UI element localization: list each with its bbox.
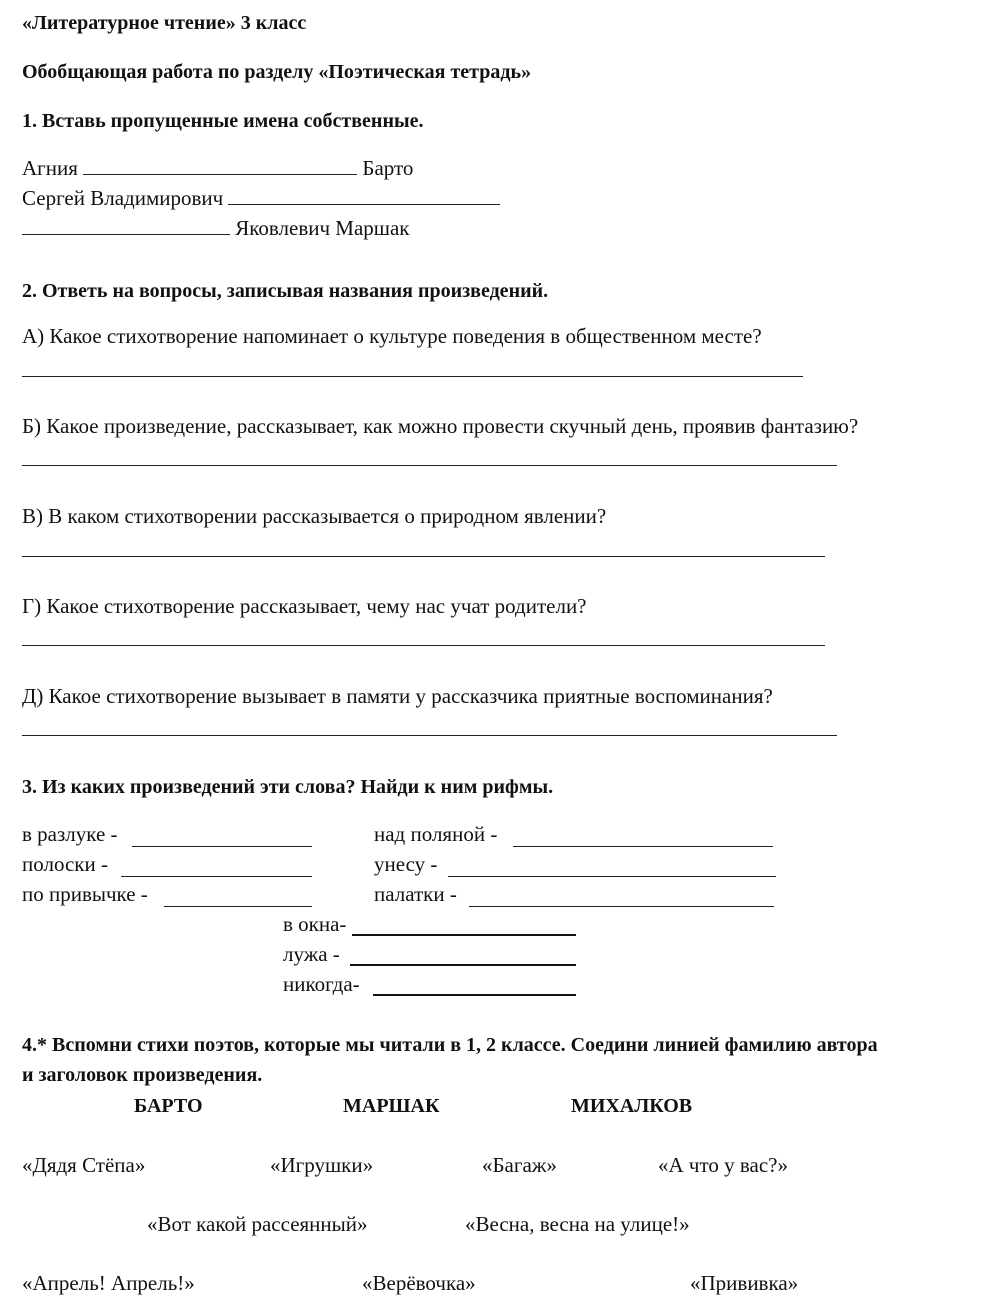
task2-answer-line-b[interactable]: [22, 465, 837, 466]
task2-question-c: В) В каком стихотворении рассказывается о природном явлении?: [22, 504, 607, 528]
work-title[interactable]: «Прививка»: [690, 1271, 799, 1295]
worksheet-title: Обобщающая работа по разделу «Поэтическая тетрадь»: [22, 61, 532, 83]
task3-right-word-1: над поляной -: [374, 822, 498, 846]
subject-heading: «Литературное чтение» 3 класс: [22, 12, 307, 34]
task3-left-word-1: в разлуке -: [22, 822, 118, 846]
task3-center-word-3: никогда-: [283, 972, 360, 996]
task3-center-word-2: лужа -: [283, 942, 340, 966]
task3-center-blank-1[interactable]: [352, 934, 576, 936]
task4-heading-line2: и заголовок произведения.: [22, 1064, 263, 1086]
task3-right-blank-3[interactable]: [469, 906, 774, 907]
task2-question-e: Д) Какое стихотворение вызывает в памяти у рассказчика приятные воспоминания?: [22, 684, 773, 708]
work-title[interactable]: «Дядя Стёпа»: [22, 1153, 146, 1177]
task3-left-word-3: по привычке -: [22, 882, 148, 906]
work-title[interactable]: «Вот какой рассеянный»: [147, 1212, 368, 1236]
work-title[interactable]: «Игрушки»: [270, 1153, 374, 1177]
task3-center-blank-3[interactable]: [373, 994, 576, 996]
task1-row-2: [22, 188, 500, 209]
task2-heading: 2. Ответь на вопросы, записывая названия произведений.: [22, 280, 549, 302]
task1-blank-firstname[interactable]: [22, 233, 230, 235]
task1-blank-patronymic[interactable]: [83, 173, 357, 175]
task3-right-blank-1[interactable]: [513, 846, 773, 847]
task1-name-before: Сергей Владимирович: [22, 186, 224, 210]
author-mikhalkov[interactable]: МИХАЛКОВ: [571, 1095, 693, 1117]
task4-heading-line1: 4.* Вспомни стихи поэтов, которые мы читали в 1, 2 классе. Соедини линией фамилию автора: [22, 1034, 878, 1056]
task2-answer-line-e[interactable]: [22, 735, 837, 736]
task1-blank-surname[interactable]: [228, 203, 500, 205]
task3-heading: 3. Из каких произведений эти слова? Найди к ним рифмы.: [22, 776, 554, 798]
task3-center-word-1: в окна-: [283, 912, 347, 936]
task1-row-3: [22, 218, 409, 239]
work-title[interactable]: «А что у вас?»: [658, 1153, 788, 1177]
task2-answer-line-c[interactable]: [22, 556, 825, 557]
task2-answer-line-a[interactable]: [22, 376, 803, 377]
work-title[interactable]: «Верёвочка»: [362, 1271, 476, 1295]
task2-question-b: Б) Какое произведение, рассказывает, как можно провести скучный день, проявив фантазию?: [22, 414, 859, 438]
task3-left-word-2: полоски -: [22, 852, 108, 876]
author-marshak[interactable]: МАРШАК: [343, 1095, 440, 1117]
task3-right-word-2: унесу -: [374, 852, 438, 876]
task1-name-after: Барто: [362, 156, 414, 180]
task3-right-word-3: палатки -: [374, 882, 457, 906]
task3-left-blank-3[interactable]: [164, 906, 312, 907]
work-title[interactable]: «Багаж»: [482, 1153, 557, 1177]
task3-right-blank-2[interactable]: [448, 876, 776, 877]
task2-question-a: А) Какое стихотворение напоминает о культуре поведения в общественном месте?: [22, 324, 762, 348]
task1-name-before: Агния: [22, 156, 78, 180]
task3-center-blank-2[interactable]: [350, 964, 576, 966]
work-title[interactable]: «Апрель! Апрель!»: [22, 1271, 195, 1295]
task2-question-d: Г) Какое стихотворение рассказывает, чему нас учат родители?: [22, 594, 587, 618]
task3-left-blank-1[interactable]: [132, 846, 312, 847]
work-title[interactable]: «Весна, весна на улице!»: [465, 1212, 690, 1236]
task2-answer-line-d[interactable]: [22, 645, 825, 646]
task1-heading: 1. Вставь пропущенные имена собственные.: [22, 110, 424, 132]
task1-row-1: [22, 158, 413, 179]
task3-left-blank-2[interactable]: [121, 876, 312, 877]
author-barto[interactable]: БАРТО: [134, 1095, 203, 1117]
task1-name-after: Яковлевич Маршак: [235, 216, 410, 240]
